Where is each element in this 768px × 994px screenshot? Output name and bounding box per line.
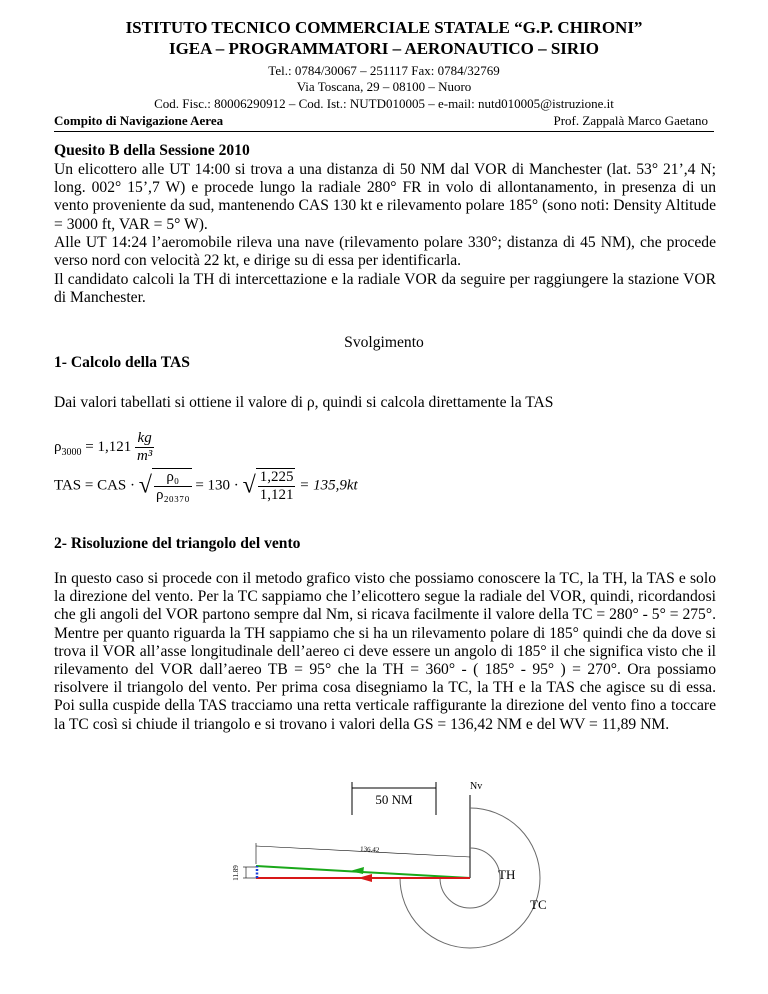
teacher-label: Prof. Zappalà Marco Gaetano — [553, 113, 708, 128]
rho-subscript: 3000 — [61, 446, 82, 458]
scale-bar — [352, 782, 436, 815]
rho-symbol: ρ — [54, 438, 62, 455]
question-paragraph-1: Un elicottero alle UT 14:00 si trova a una distanza di 50 NM dal VOR di Manchester (lat. 53° 21’,4 N; long. 002° 15’,7 W) e procede lungo la radiale 280° FR in volo di allontanamento, in presenza di un vento proveniente da sud, mantenendo CAS 130 kt e rilevamento polare 185° (sono noti: Density Altitude = 3000 ft, VAR = 5° W). — [54, 161, 716, 233]
wv-dimension-label: 11.89 — [232, 865, 240, 881]
north-label: Nv — [470, 781, 483, 792]
scale-bar-label: 50 NM — [375, 792, 413, 807]
school-address: Via Toscana, 29 – 08100 – Nuoro — [296, 79, 472, 94]
solution-heading: Svolgimento — [344, 334, 424, 351]
question-paragraph-3: Il candidato calcoli la TH di intercettazione e la radiale VOR da seguire per raggiungere la stazione VOR di Manchester. — [54, 271, 716, 307]
section-2-title: 2- Risoluzione del triangolo del vento — [54, 535, 301, 552]
tas-formula: TAS = CAS · √ $\frac{\text{ρ₀}}{\text{ρ₂₀₃₇₀}}$ = 130 · √ $\frac{1,225}{1,121}$ = 135,9kt — [54, 469, 358, 503]
tas-lhs: TAS = CAS · — [54, 477, 136, 494]
density-unit: $\frac{kg}{\text{m³}}$ — [136, 430, 153, 464]
section-1-text: Dai valori tabellati si ottiene il valore di ρ, quindi si calcola direttamente la TAS — [54, 394, 554, 411]
school-codes: Cod. Fisc.: 80006290912 – Cod. Ist.: NUTD010005 – e-mail: nutd010005@istruzione.it — [154, 96, 614, 111]
section-2-text: In questo caso si procede con il metodo grafico visto che possiamo conoscere la TC, la TH, la TAS e solo la direzione del vento. Per la TC sappiamo che l’elicottero segue la radiale del VOR, quindi, ricordandosi che gli angoli del VOR partono sempre dal Nm, si ricava facilmente il valore della TC = 280° - 5° = 275°. Mentre per quanto riguarda la TH sappiamo che si ha un rilevamento polare di 185° quindi che da dove si trova il VOR all’asse longitudinale dell’aereo ci deve essere un angolo di 185° il che significa visto che il rilevamento del VOR dall’aereo TB = 95° che la TH = 360° - ( 185° - 95° ) = 270°. Ora possiamo risolvere il triangolo del vento. Per prima cosa disegniamo la TC, la TH e la TAS che agisce su di essa. Poi sulla cuspide della TAS tracciamo una retta verticale raffigurante la direzione del vento fino a toccare la TC così si chiude il triangolo e si trovano i valori della GS = 136,42 NM e del WV = 11,89 NM. — [54, 570, 716, 733]
school-contacts: Tel.: 0784/30067 – 251117 Fax: 0784/32769 — [268, 63, 500, 78]
th-label: TH — [498, 867, 516, 882]
school-name: ISTITUTO TECNICO COMMERCIALE STATALE “G.P. CHIRONI” — [125, 18, 643, 37]
subject-label: Compito di Navigazione Aerea — [54, 113, 224, 128]
tas-cas-value: = 130 · — [195, 477, 239, 494]
gs-dimension-label: 136.42 — [359, 845, 380, 855]
density-value: = 1,121 — [85, 438, 132, 455]
gs-arrowhead — [350, 867, 364, 874]
rho-ratio: $\frac{\text{ρ₀}}{\text{ρ₂₀₃₇₀}}$ — [155, 469, 190, 503]
question-title: Quesito B della Sessione 2010 — [54, 142, 250, 159]
section-1-title: 1- Calcolo della TAS — [54, 354, 190, 371]
question-paragraph-2: Alle UT 14:24 l’aeromobile rileva una nave (rilevamento polare 330°; distanza di 45 NM), che procede verso nord con velocità 22 kt, e dirige su di essa per identificarla. — [54, 234, 716, 270]
tc-label: TC — [530, 897, 547, 912]
wv-dimension — [232, 865, 256, 881]
density-ratio: $\frac{1,225}{1,121}$ — [259, 469, 294, 503]
tas-result: = 135,9kt — [299, 477, 358, 494]
school-branches: IGEA – PROGRAMMATORI – AERONAUTICO – SIRIO — [168, 39, 600, 58]
tas-arrowhead — [358, 874, 372, 882]
